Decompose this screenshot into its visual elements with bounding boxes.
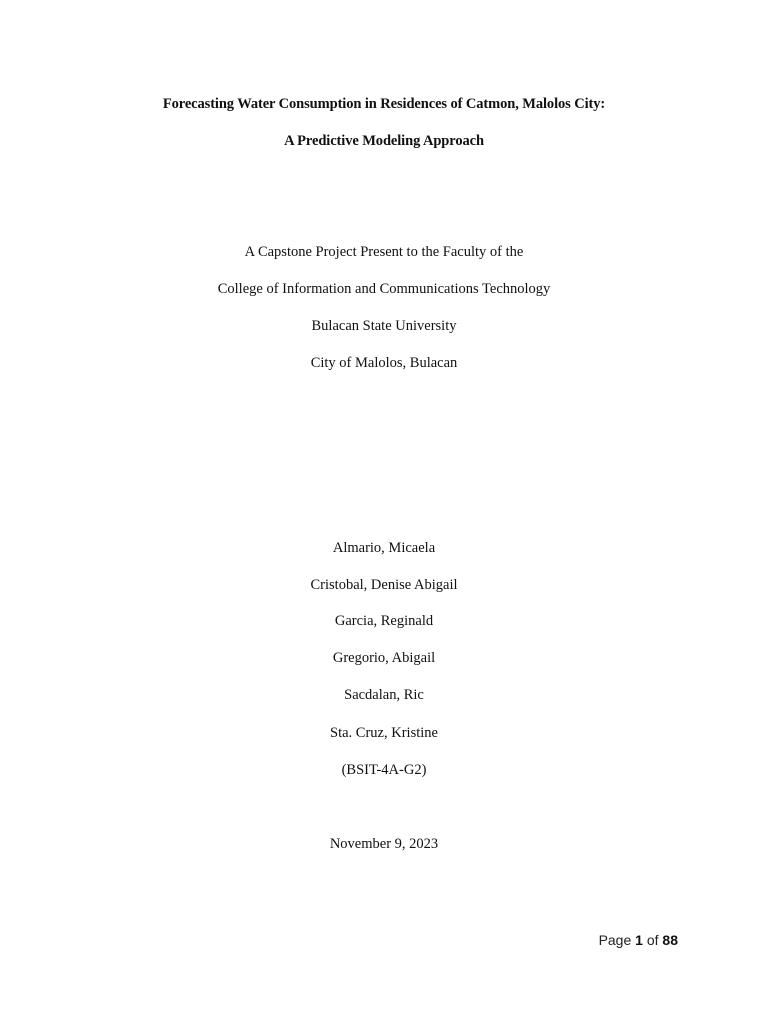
page-of-label: of	[646, 932, 659, 948]
author-name: Almario, Micaela	[332, 540, 436, 556]
total-page-count: 88	[662, 932, 678, 948]
submission-line-2: College of Information and Communications Technology	[217, 281, 551, 297]
author-name: Gregorio, Abigail	[332, 650, 436, 666]
document-title-line-1: Forecasting Water Consumption in Residences of Catmon, Malolos City:	[162, 96, 606, 112]
author-name: Garcia, Reginald	[334, 613, 434, 629]
author-name: Sta. Cruz, Kristine	[330, 725, 438, 741]
page-label: Page	[598, 932, 632, 948]
submission-line-3: Bulacan State University	[311, 318, 457, 334]
page-number-indicator	[599, 931, 678, 949]
author-name: Cristobal, Denise Abigail	[310, 577, 458, 593]
author-name: Sacdalan, Ric	[344, 687, 424, 703]
submission-line-4: City of Malolos, Bulacan	[310, 355, 458, 371]
document-title-line-2: A Predictive Modeling Approach	[284, 133, 484, 149]
section-code: (BSIT-4A-G2)	[341, 762, 427, 778]
submission-line-1: A Capstone Project Present to the Faculty of the	[244, 244, 524, 260]
document-date: November 9, 2023	[329, 836, 439, 852]
current-page-number: 1	[635, 932, 643, 948]
